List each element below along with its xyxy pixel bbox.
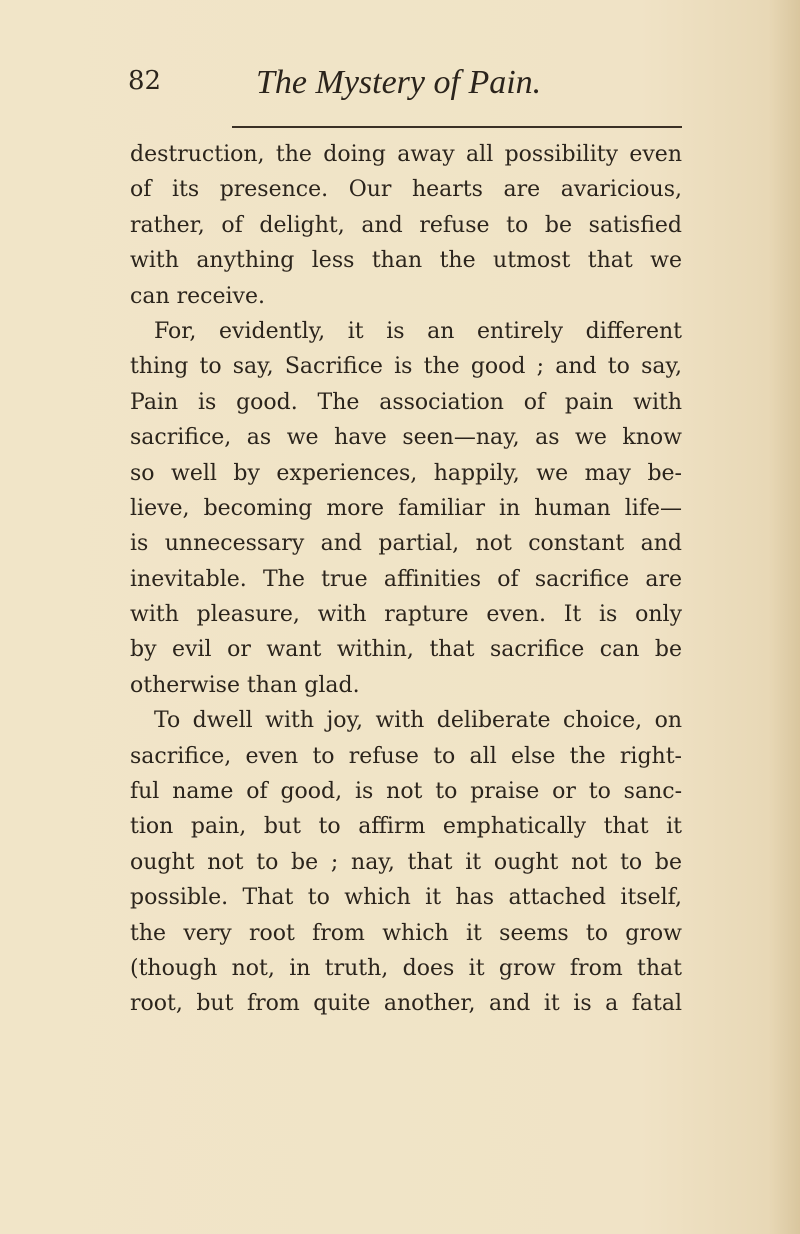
text-line: the very root from which it seems to grow <box>130 920 682 946</box>
text-line: ful name of good, is not to praise or to sanc- <box>130 779 682 805</box>
text-line: of its presence. Our hearts are avaricious, <box>130 177 682 203</box>
text-line: ought not to be ; nay, that it ought not to be <box>130 849 682 875</box>
text-line: by evil or want within, that sacrifice can be <box>130 637 682 663</box>
text-line: inevitable. The true affinities of sacrifice are <box>130 566 682 592</box>
text-line: (though not, in truth, does it grow from that <box>130 955 682 981</box>
body-text <box>130 137 682 1022</box>
header-rule <box>232 126 682 128</box>
text-line: with anything less than the utmost that we <box>130 248 682 274</box>
text-line: otherwise than glad. <box>130 672 360 698</box>
text-line: sacrifice, as we have seen—nay, as we know <box>130 425 682 451</box>
text-line: sacrifice, even to refuse to all else the right- <box>130 743 682 769</box>
text-line: root, but from quite another, and it is a fatal <box>130 991 682 1017</box>
text-line: Pain is good. The association of pain with <box>130 389 682 415</box>
text-line: so well by experiences, happily, we may be- <box>130 460 682 486</box>
text-line: is unnecessary and partial, not constant and <box>130 531 682 557</box>
page-header <box>128 64 680 108</box>
page-number: 82 <box>128 66 162 96</box>
text-line: with pleasure, with rapture even. It is only <box>130 602 682 628</box>
text-line: To dwell with joy, with deliberate choice, on <box>154 708 682 734</box>
text-line: lieve, becoming more familiar in human life— <box>130 495 682 521</box>
running-title: The Mystery of Pain. <box>256 64 542 101</box>
text-line: can receive. <box>130 283 265 309</box>
text-line: possible. That to which it has attached itself, <box>130 885 682 911</box>
text-line: rather, of delight, and refuse to be satisfied <box>130 212 682 238</box>
text-line: For, evidently, it is an entirely different <box>154 318 682 344</box>
text-line: tion pain, but to affirm emphatically that it <box>130 814 682 840</box>
text-line: destruction, the doing away all possibility even <box>130 142 682 167</box>
text-line: thing to say, Sacrifice is the good ; and to say, <box>130 354 682 380</box>
